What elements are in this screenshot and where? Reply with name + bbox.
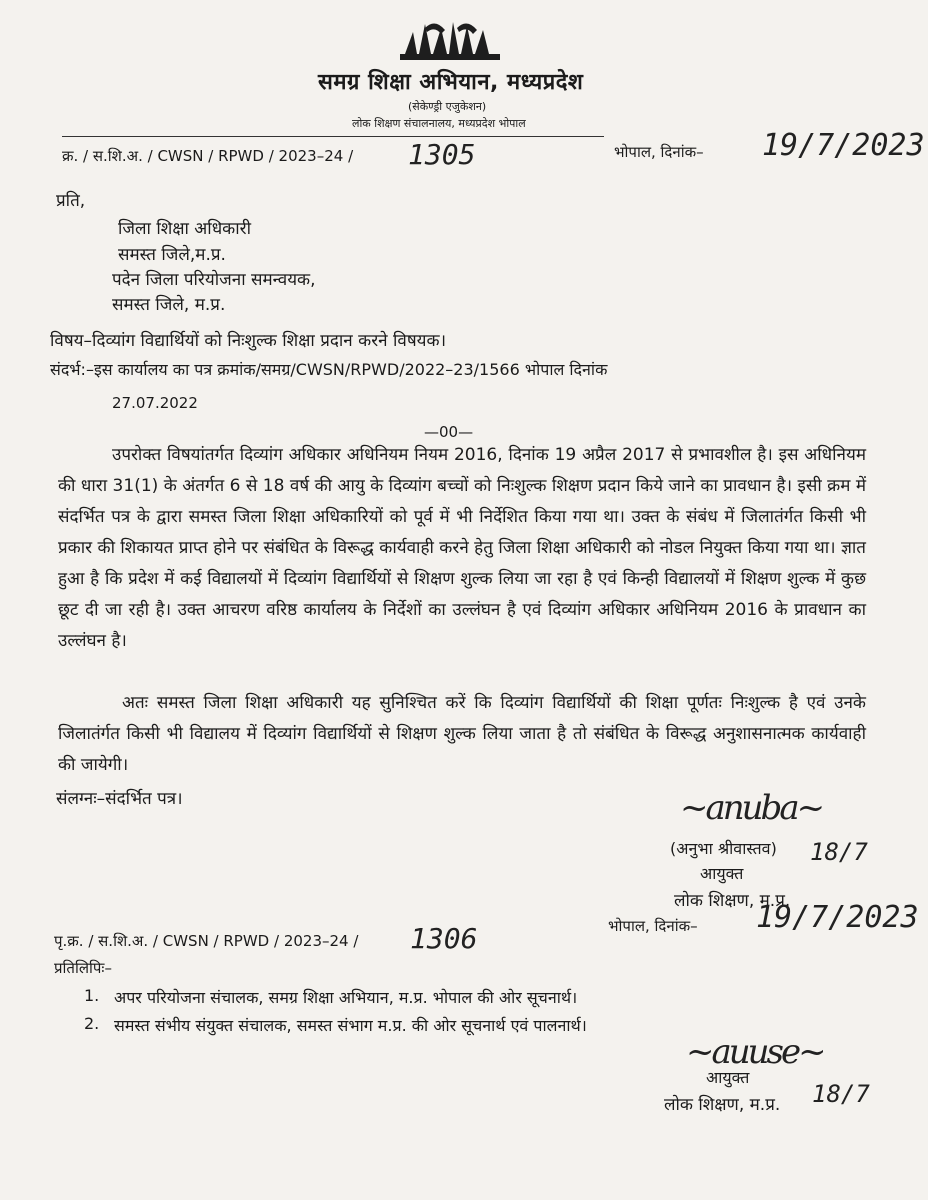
signature2-date-handwritten: 18/7 (812, 1080, 870, 1108)
header-rule (62, 136, 604, 137)
signatory2-dept: लोक शिक्षण, म.प्र. (664, 1095, 781, 1115)
body-paragraph-1: उपरोक्त विषयांतर्गत दिव्यांग अधिकार अधिनियम नियम 2016, दिनांक 19 अप्रैल 2017 से प्रभावशील है। इस अधिनियम की धारा 31(1) के अंतर्गत 6 से 18 वर्ष की आयु के दिव्यांग बच्चों को निःशुल्क शिक्षण प्रदान किये जाने का प्रावधान है। इसी क्रम में संदर्भित पत्र के द्वारा समस्त जिला शिक्षा अधिकारियों को पूर्व में भी निर्देशित किया गया था। उक्त के संबंध में जिलातंर्गत किसी भी प्रकार की शिकायत प्राप्त होने पर संबंधित के विरूद्ध कार्यवाही करने हेतु जिला शिक्षा अधिकारी को नोडल नियुक्त किया गया था। ज्ञात हुआ है कि प्रदेश में कई विद्यालयों में दिव्यांग विद्यार्थियों से शिक्षण शुल्क लिया जा रहा है एवं किन्ही विद्यालयों में शिक्षण शुल्क में कुछ छूट दी जा रही है। उक्त आचरण वरिष्ठ कार्यालय के निर्देशों का उल्लंघन है एवं दिव्यांग अधिकार अधिनियम 2016 के प्रावधान का उल्लंघन है। (58, 445, 866, 651)
org-subtitle: (सेकेण्ड्री एजुकेशन) (408, 100, 487, 113)
copy-item-number: 2. (84, 1014, 100, 1033)
copy-item-number: 1. (84, 986, 100, 1005)
body-paragraph-2: अतः समस्त जिला शिक्षा अधिकारी यह सुनिश्चित करें कि दिव्यांग विद्यार्थियों की शिक्षा पूर्णतः निःशुल्क है एवं उनके जिलातंर्गत किसी भी विद्यालय में दिव्यांग विद्यार्थियों से शिक्षण शुल्क लिया जाता है तो संबंधित के विरूद्ध अनुशासनात्मक कार्यवाही की जायेगी। (58, 693, 866, 775)
copy-item: अपर परियोजना संचालक, समग्र शिक्षा अभियान, म.प्र. भोपाल की ओर सूचनार्थ। (114, 988, 578, 1007)
to-line: जिला शिक्षा अधिकारी (118, 219, 251, 239)
to-line: पदेन जिला परियोजना समन्वयक, (112, 270, 316, 290)
letter-date-handwritten: 19/7/2023 (762, 128, 925, 163)
place-date-label: भोपाल, दिनांक– (614, 143, 704, 161)
letter-number: क्र. / स.शि.अ. / CWSN / RPWD / 2023–24 / (62, 147, 354, 165)
separator: —00— (424, 423, 474, 441)
org-title: समग्र शिक्षा अभियान, मध्यप्रदेश (318, 70, 584, 95)
reference-date: 27.07.2022 (112, 394, 198, 412)
signature-scribble-2: ~auuse~ (686, 1032, 824, 1072)
copy-number-handwritten: 1306 (410, 922, 478, 955)
place-date-label: भोपाल, दिनांक– (608, 917, 698, 935)
signature-scribble-1: ~anuba~ (680, 788, 823, 828)
org-office: लोक शिक्षण संचालनालय, मध्यप्रदेश भोपाल (352, 117, 526, 130)
signature-date-handwritten: 18/7 (810, 838, 868, 866)
to-line: समस्त जिले,म.प्र. (118, 245, 226, 265)
signatory-name: (अनुभा श्रीवास्तव) (670, 839, 777, 858)
signatory2-designation: आयुक्त (706, 1068, 750, 1087)
enclosure: संलग्नः–संदर्भित पत्र। (56, 789, 183, 809)
copy-number: पृ.क्र. / स.शि.अ. / CWSN / RPWD / 2023–24 / (54, 932, 359, 950)
subject: विषय–दिव्यांग विद्यार्थियों को निःशुल्क शिक्षा प्रदान करने विषयक। (50, 331, 447, 351)
letter-number-handwritten: 1305 (408, 138, 476, 171)
reference-line: संदर्भ:–इस कार्यालय का पत्र क्रमांक/समग्र/CWSN/RPWD/2022–23/1566 भोपाल दिनांक (50, 360, 608, 379)
to-prefix: प्रति, (56, 191, 86, 211)
to-line: समस्त जिले, म.प्र. (112, 295, 226, 315)
signatory-dept: लोक शिक्षण, म.प्र. (674, 891, 791, 911)
signatory-designation: आयुक्त (700, 864, 744, 883)
signature-date-full-handwritten: 19/7/2023 (756, 900, 919, 935)
copy-item: समस्त संभीय संयुक्त संचालक, समस्त संभाग म.प्र. की ओर सूचनार्थ एवं पालनार्थ। (114, 1016, 587, 1035)
emblem-logo (395, 18, 505, 64)
copies-label: प्रतिलिपिः– (54, 959, 112, 977)
